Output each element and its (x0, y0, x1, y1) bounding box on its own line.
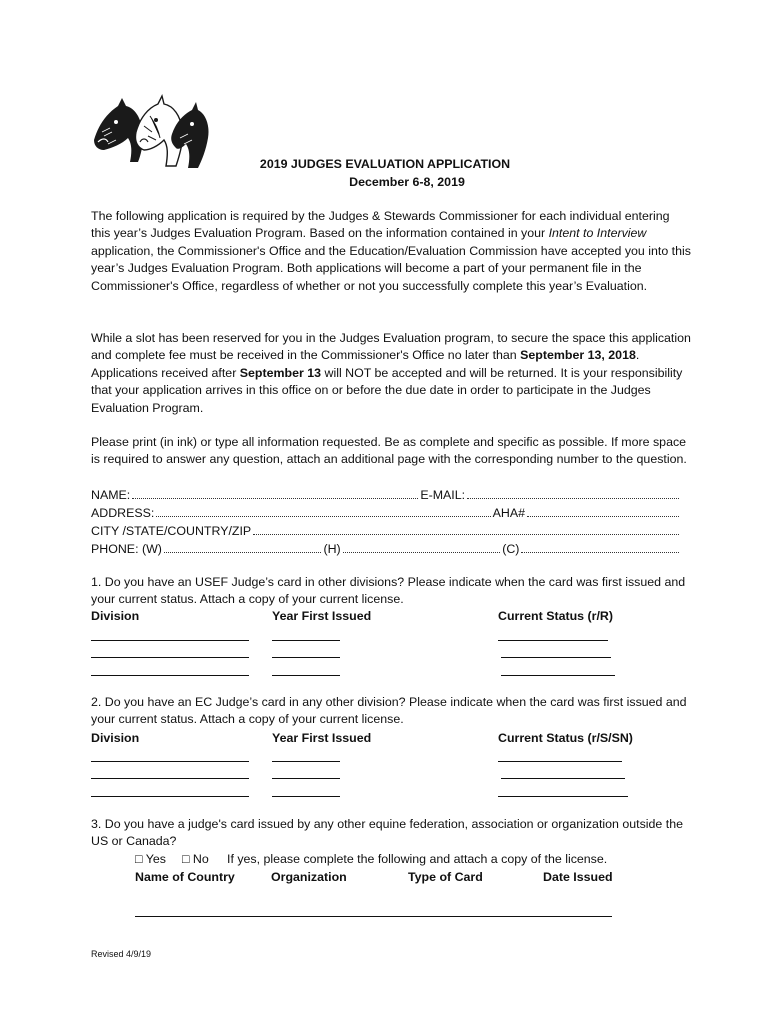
aha-label: AHA# (492, 506, 526, 520)
city-row (91, 522, 681, 540)
q1-row3-year-line[interactable] (272, 675, 340, 676)
city-label: CITY /STATE/COUNTRY/ZIP (91, 524, 252, 538)
address-field[interactable] (156, 504, 490, 517)
phone-work-field[interactable] (164, 540, 322, 553)
intro-p1-text-a: The following application is required by the Judges & Stewards Commissioner for each individual entering this year’s Judges Evaluation Program. Based on the information contained in your (91, 209, 670, 241)
intro-p2-text-d: will NOT be accepted and will be returned. It is your responsibility that your application arrives in this office on or before the due date in order to participate in the Judges Evaluation Program. (91, 365, 683, 415)
q1-row2-status-line[interactable] (501, 657, 611, 658)
q2-row1-division-line[interactable] (91, 761, 249, 762)
q1-row1-year-line[interactable] (272, 640, 340, 641)
no-checkbox[interactable]: □ No (182, 852, 209, 866)
q2-row2-division-line[interactable] (91, 778, 249, 779)
evaluation-dates: December 6-8, 2019 (349, 175, 465, 189)
q2-col-division: Division (91, 731, 140, 745)
name-field[interactable] (132, 486, 418, 499)
phone-home-label: (H) (323, 542, 341, 556)
phone-cell-label: (C) (502, 542, 520, 556)
phone-cell-field[interactable] (521, 540, 679, 553)
intro-paragraph-1 (91, 208, 691, 295)
deadline-short: September 13 (239, 365, 322, 380)
q1-row1-division-line[interactable] (91, 640, 249, 641)
q1-row2-division-line[interactable] (91, 657, 249, 658)
intro-paragraph-3 (91, 434, 691, 469)
address-row (91, 504, 681, 522)
q3-col-organization: Organization (271, 870, 347, 884)
question-1-text: 1. Do you have an USEF Judge’s card in other divisions? Please indicate when the card was first issued and your current status. Attach a copy of your current license. (91, 575, 686, 607)
q2-row3-division-line[interactable] (91, 796, 249, 797)
yes-checkbox[interactable]: □ Yes (135, 852, 166, 866)
q1-col-division: Division (91, 609, 140, 623)
deadline-date: September 13, 2018 (520, 348, 636, 363)
phone-home-field[interactable] (343, 540, 501, 553)
q1-row1-status-line[interactable] (498, 640, 608, 641)
intro-p1-emphasis: Intent to Interview (548, 226, 647, 241)
q2-col-status: Current Status (r/S/SN) (498, 731, 633, 745)
q1-row3-status-line[interactable] (501, 675, 615, 676)
q2-row1-status-line[interactable] (498, 761, 622, 762)
intro-p2-text-a: While a slot has been reserved for you in the Judges Evaluation program, to secure the space this application and complete fee must be received in the Commissioner's Office no later than (91, 331, 691, 363)
intro-paragraph-2 (91, 330, 691, 417)
aha-field[interactable] (527, 504, 679, 517)
name-email-row (91, 486, 681, 504)
q2-col-year: Year First Issued (272, 731, 372, 745)
q1-row2-year-line[interactable] (272, 657, 340, 658)
phone-work-label: PHONE: (W) (91, 542, 162, 556)
question-3-text: 3. Do you have a judge's card issued by any other equine federation, association or organization outside the US or Canada? (91, 817, 683, 849)
address-label: ADDRESS: (91, 506, 155, 520)
q1-row3-division-line[interactable] (91, 675, 249, 676)
q3-instruction: If yes, please complete the following and attach a copy of the license. (227, 852, 608, 866)
q1-col-status: Current Status (r/R) (498, 609, 613, 623)
q2-row3-status-line[interactable] (498, 796, 628, 797)
q1-col-year: Year First Issued (272, 609, 372, 623)
question-1 (91, 574, 691, 609)
revision-note: Revised 4/9/19 (91, 949, 152, 959)
phone-row (91, 540, 681, 558)
q2-row3-year-line[interactable] (272, 796, 340, 797)
question-3 (91, 816, 691, 851)
email-label: E-MAIL: (420, 488, 466, 502)
q3-col-type: Type of Card (408, 870, 483, 884)
question-2 (91, 694, 691, 729)
q3-col-date: Date Issued (543, 870, 613, 884)
q3-answer-line[interactable] (135, 916, 612, 917)
instructions-text: Please print (in ink) or type all information requested. Be as complete and specific as possible. If more space is required to answer any question, attach an additional page with the corresponding number to the question. (91, 435, 687, 467)
q2-row1-year-line[interactable] (272, 761, 340, 762)
city-field[interactable] (253, 522, 679, 535)
email-field[interactable] (467, 486, 679, 499)
q2-row2-status-line[interactable] (501, 778, 625, 779)
q3-col-country: Name of Country (135, 870, 235, 884)
question-2-text: 2. Do you have an EC Judge’s card in any other division? Please indicate when the card was first issued and your current status. Attach a copy of your current license. (91, 695, 687, 727)
name-label: NAME: (91, 488, 131, 502)
q2-row2-year-line[interactable] (272, 778, 340, 779)
page-title: 2019 JUDGES EVALUATION APPLICATION (259, 157, 511, 171)
intro-p1-text-b: application, the Commissioner's Office and the Education/Evaluation Commission have accepted you into this year’s Judges Evaluation Program. Both applications will become a part of your permanent file in the Commissioner's Office, regardless of whether or not you successfully complete this year’s Evaluation. (91, 243, 691, 293)
intro-p2-text-c: . Applications received after (91, 348, 640, 380)
